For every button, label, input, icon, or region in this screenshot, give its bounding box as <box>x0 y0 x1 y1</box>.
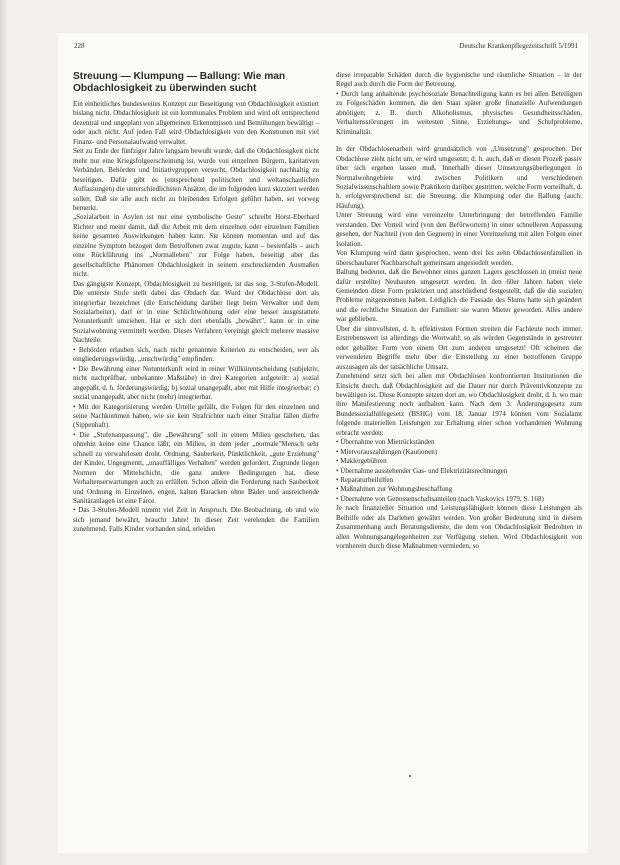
list-item: • Übernahme von Mietrückständen <box>336 438 435 447</box>
paragraph: Ballung bedeutet, daß die Bewohner eines ganzen Lagers geschlossen in (meist neue dafür erstellte) Neubauten umgesetzt werden. In den 60er Jahren haben viele Gemeinden diese Form praktiziert und anschließend festgestellt, daß die die sozialen Probleme mitgenommen haben. Lediglich die Fassade des Slums hatte sich geändert und die rechtliche Situation der Familien: sie waren Mieter geworden. Alles andere war geblieben. <box>336 268 582 324</box>
list-item: • Reparaturbeihilfen <box>336 476 394 485</box>
paragraph: In der Obdachlosenarbeit wird grundsätzlich von „Umsetzung" gesprochen. Der Obdachlose zieht nicht um, er wird umgesetzt; d. h. auch, daß er diesen Prozeß passiv über sich ergehen lassen muß. Innerhalb dieser Umsetzungsüberlegungen in Normalwohngebiete wird zwischen Politikern und verschiedenen Sozialwissenschaftlern sowie Praktikern darüber gestritten, welche Form vorteilhaft, d. h. erfolgversprechend ist: die Streuung, die Klumpung oder die Ballung (auch: Häufung). <box>336 145 582 210</box>
page-number: 228 <box>74 42 85 50</box>
list-item: • Übernahme von Genossenschaftsanteilen (nach Vaskovics 1979, S. 168) <box>336 494 544 503</box>
list-item: • Maklergebühren <box>336 457 387 466</box>
paragraph: Zunehmend setzt sich bei allen mit Obdachlosen konfrontierten Institutionen die Einsicht durch, daß Obdachlosigkeit auf die Dauer nur durch Präventivkonzepte zu bewältigen ist. Diese Konzepte setzen dort an, wo Obdachlosigkeit droht, d. h. wo man ihre Manifestierung noch aufhalten kann. Nach dem 3. Änderungsgesetz zum Bundessozialhilfegesetz (BSHG) vom 18. Januar 1974 können vom Sozialamt folgende materiellen Leistungen zur Erhaltung einer schon vorhandenen Wohnung erbracht werden: <box>336 372 582 437</box>
ink-dot <box>409 775 411 777</box>
paragraph: Je nach finanzieller Situation und Leistungsfähigkeit können diese Leistungen als Beihilfe oder als Darlehen gewährt werden. Von großer Bedeutung sind in diesem Zusammenhang auch Beratungsdienste, die dem von Obdachlosigkeit Bedrohten in allen Wohnungsangelegenheiten zur Verfügung stehen. Wird Obdachlosigkeit von vornherein durch diese Maßnahmen vermieden, so <box>336 504 582 551</box>
list-item: • Mietvorauszahlungen (Kautionen) <box>336 447 438 456</box>
list-item: • Die „Stufenanpassung", die „Bewährung" soll in einem Milieu geschehen, das ohnehin keine eine Chance läßt; ein Milieu, in dem jeder „normale"Mensch sehr schnell zu verwahrlosen droht. Ordnung, Sauberkeit, Pünktlichkeit, „gute Erziehung" der Kinder, Ungegmentt, „unauffälliges Verhalten" werden gefordert. Zugrunde liegen Normen der Mittelschicht, die ganz andere Bedingungen hat, diese Verhaltenserwartungen auch zu erfüllen. Schon allein die Forderung nach Sauberkeit und Ordnung in Einzelnen, engen, kalten Baracken ohne Bäder und ausreichende Sanitäranlagen ist eine Farce. <box>73 430 319 506</box>
bullet-list <box>73 346 319 535</box>
article-title: Streuung — Klumpung — Ballung: Wie man Obdachlosigkeit zu überwinden sucht <box>73 71 286 94</box>
list-item: • Die Bewährung einer Notunterkunft wird in reiner Willkürentscheidung (subjektiv, nicht nachprüfbar, unbekannte Maßstäbe) in drei Kategorien aufgeteilt: a) sozial angepaßt, d. h. förderungswürdig; b) sozial unangepaßt, aber mit Hilfe integrierbar; c) sozial unangepaßt, aber nicht (mehr) integrierbar. <box>73 364 319 402</box>
paragraph: „Sozialarbeit in Asylen ist nur eine symbolische Geste" schreibt Horst-Eberhard Richter und meint damit, daß die Arbeit mit dem einzelnen oder einzelnen Familien keine gesamten Auswirkungen haben kann. Sie können momentan und auf das einzelne Symptom bezogen dem Betroffenen zwar zugute, kann – bestenfalls – auch eine Rückführung ins „Normalleben" zur Folge haben, beseitigt aber das gesellschaftliche Phänomen Obdachlosigkeit in seinem erschreckenden Ausmaßen nicht. <box>73 213 319 279</box>
paragraph: Seit zu Ende der fünfziger Jahre langsam bewußt wurde, daß die Obdachlosigkeit nicht mehr nur eine Kriegsfolgeerscheinung ist, wurde von einzelnen Bürgern, karitativen Verbänden, Behörden und Initiativgruppen versucht, Obdachlosigkeit nachhaltig zu beseitigen. Dafür gibt es (entsprechend politischen und weltanschaulichen Auffassungen) die unterschiedlichsten Ansätze, die im folgenden kurz skizziert werden sollen. Daß sie alle auch nicht zu bleibenden Erfolgen geführt haben, sei vorweg bemerkt. <box>73 147 319 212</box>
bullet-list <box>336 438 582 504</box>
right-column <box>336 71 582 552</box>
list-item: • Das 3-Stufen-Modell nimmt viel Zeit in Anspruch. Die Beobachtung, ob und wie sich jemand bewährt, braucht Jahre! In dieser Zeit verelenden die Familien zunehmend. Falls Kinder vorhanden sind, erleiden <box>73 506 319 534</box>
scan-edge-shadow <box>0 0 8 865</box>
list-item: • Übernahme ausstehender Gas- und Elektrizitätsrechnungen <box>336 466 508 475</box>
paragraph: Das gängigste Konzept, Obdachlosigkeit zu beseitigen, ist das sog. 3-Stufen-Modell. Die unterste Stufe stellt dabei das Obdach dar. Wurd der Obdachlose dort als integrierbar bezeichnet (die Entscheidung darüber liegt beim Verwalter und dem Sozialarbeiter), darf er in eine Schlichtwohnung oder eine besser ausgestattete Notunterkunft umziehen. Hat er sich dort ebenfalls „bewährt", kann er in eine Sozialwohnung vermittelt werden. Dieses Verfahren vereinigt gleich mehrere massive Nachteile: <box>73 279 319 345</box>
list-item: • Behörden erlauben sich, nach nicht genannten Kriterien zu entscheiden, wer als eingliederungswürdig, „unschwürdig" empfinden. <box>73 345 319 364</box>
left-column <box>73 71 319 535</box>
journal-header: Deutsche Krankenpflegezeitschrift 5/1991 <box>459 42 578 50</box>
document-page <box>58 33 588 853</box>
paragraph: • Durch lang anhaltende psychosoziale Benachteiligung kann es bei allen Beteiligten zu Folgeschäden kommen, die den Staat später große finanzielle Aufwendungen abnötigen; z. B. durch Alkoholismus, physisches Gesundheitsschäden, Verhaltensstörungen im weitesten Sinne, Erziehungs- und Schulprobleme, Kriminalität. <box>336 89 582 136</box>
paragraph: Über die sinnvollsten, d. h. effektivsten Formen streiten die Fachleute noch immer. Erstrebenswert ist allerdings die Wortwahl: so als würden Gegenstände in gestreuter oder geballter Form von einem Ort zum anderen umgesetzt! Oft scheinen die verwendeten Begriffe mehr über die Einstellung zu einer betroffenen Gruppe auszusagen als der tatsächliche Umsatz. <box>336 324 582 371</box>
list-item: • Maßnahmen zur Wohnungsbeschaffung <box>336 485 453 494</box>
list-item: • Mit der Kategorisierung werden Urteile gefällt, die Folgen für den einzelnen und seine Nachkommen haben, wie sie kein Strafrichter nach einer Straftat fällen dürfte (Sippenhaft). <box>73 402 319 430</box>
paragraph: Ein einheitliches bundesweites Konzept zur Beseitigung von Obdachlosigkeit existiert bislang nicht. Obdachlosigkeit ist ein kommunales Problem und wird oft entsprechend dezentral und ungeplant von allgemeinen Erkenntnissen und Bemühungen bewältigt – oder auch nicht. Auf jeden Fall wird Obdachlosigkeit von den Kommunen mit viel Finanz- und Personalaufwand verwaltet. <box>73 100 319 146</box>
paragraph: Unter Streuung wird eine vereinzelte Unterbringung der betreffenden Familie verstanden. Der Vorteil wird (von den Befürwortern) in einer schnelleren Anpassung gesehen, der Nachteil (von den Gegnern) in einer Vereinzelung mit allen Folgen einer Isolation. <box>336 211 582 248</box>
paragraph: diese irreparable Schäden durch die hygienische und räumliche Situation – in der Regel auch durch die Form der Betreuung. <box>336 71 582 89</box>
paragraph: Von Klumpung wird dann gesprochen, wenn drei bis zehn Obdachlosenfamilien in überschaubarer Nachbarschaft gemeinsam angesiedelt werden. <box>336 249 582 267</box>
